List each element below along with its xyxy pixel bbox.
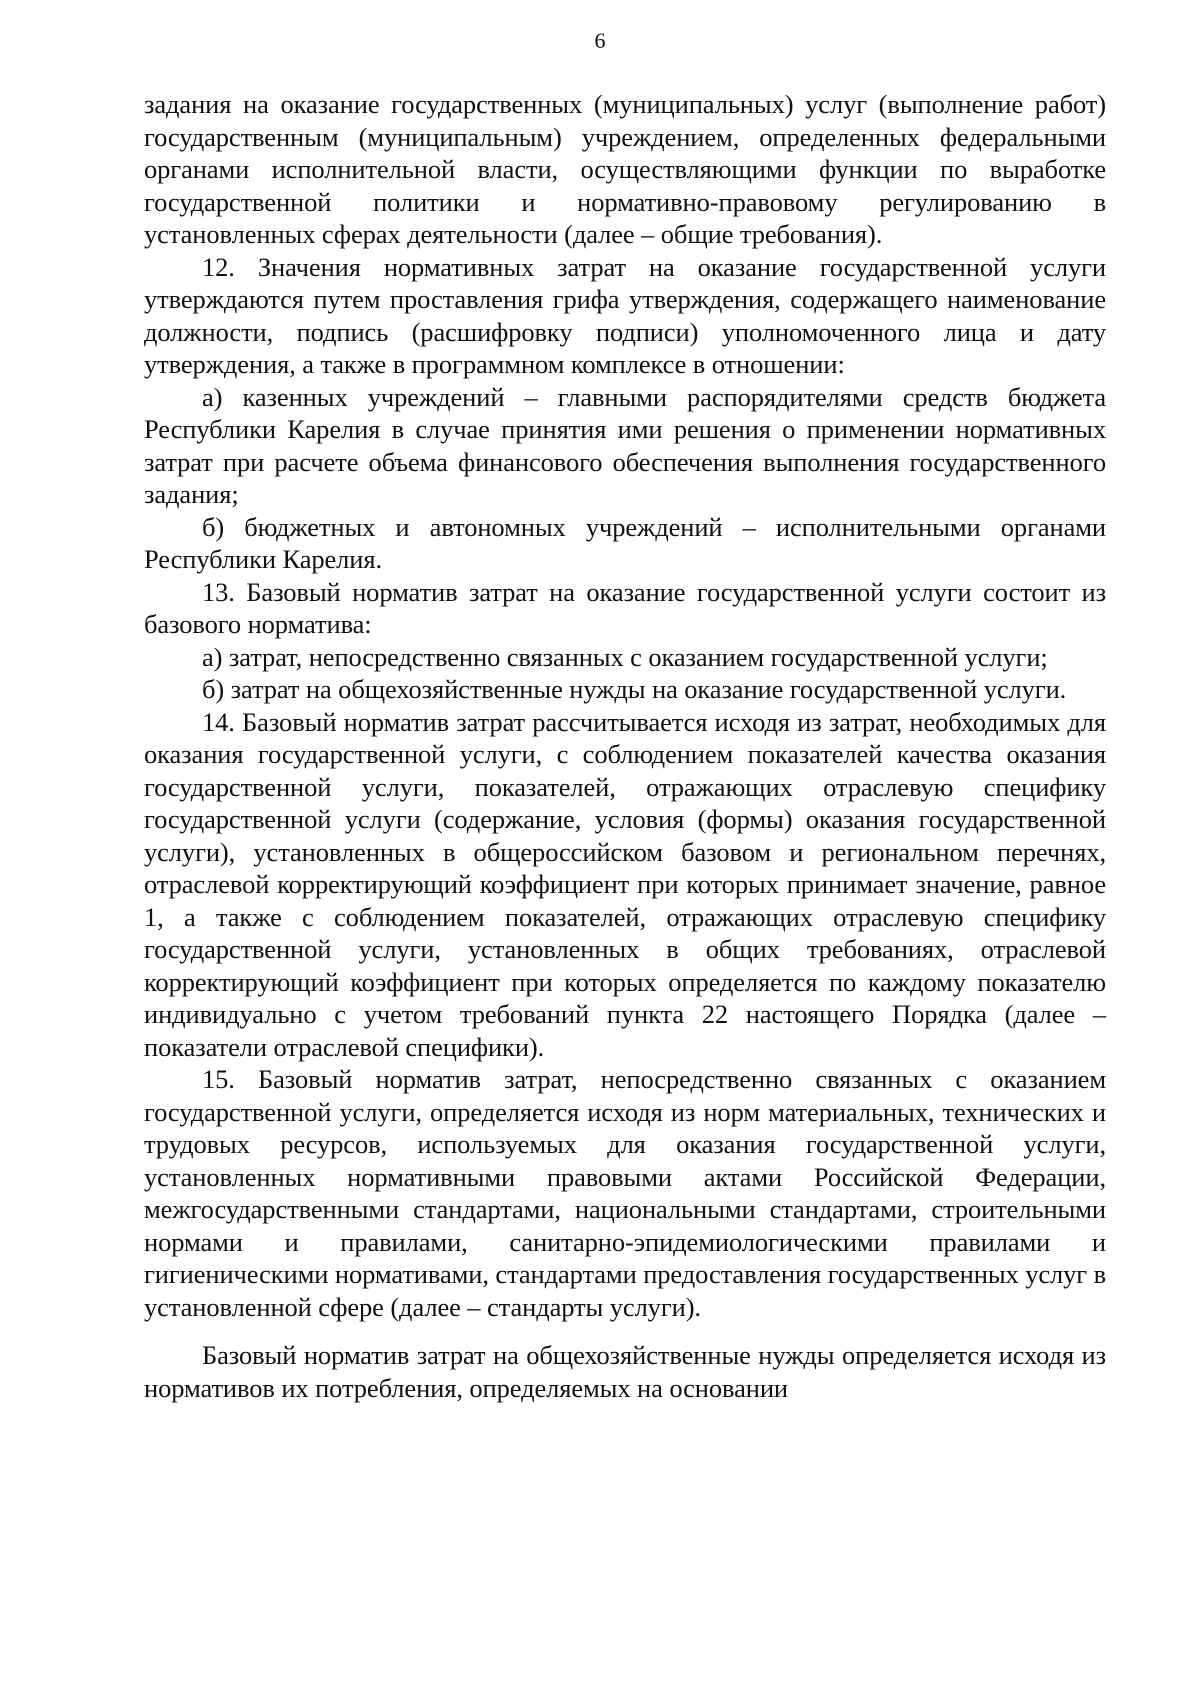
- paragraph-15: 15. Базовый норматив затрат, непосредственно связанных с оказанием государственной услуги, определяется исходя из норм материальных, технических и трудовых ресурсов, используемых для оказания государственной услуги, установленных нормативными правовыми актами Российской Федерации, межгосударственными стандартами, национальными стандартами, строительными нормами и правилами, санитарно-эпидемиологическими правилами и гигиеническими нормативами, стандартами предоставления государственных услуг в установленной сфере (далее – стандарты услуги).: [144, 1064, 1106, 1322]
- paragraph-15-continued: Базовый норматив затрат на общехозяйственные нужды определяется исходя из нормативов их потребления, определяемых на основании: [144, 1340, 1106, 1403]
- paragraph-13: 13. Базовый норматив затрат на оказание государственной услуги состоит из базового норматива:: [144, 576, 1106, 639]
- paragraph-14: 14. Базовый норматив затрат рассчитывается исходя из затрат, необходимых для оказания государственной услуги, с соблюдением показателей качества оказания государственной услуги, показателей, отражающих отраслевую специфику государственной услуги (содержание, условия (формы) оказания государственной услуги), установленных в общероссийском базовом и региональном перечнях, отраслевой корректирующий коэффициент при которых принимает значение, равное 1, а также с соблюдением показателей, отражающих отраслевую специфику государственной услуги, установленных в общих требованиях, отраслевой корректирующий коэффициент при которых определяется по каждому показателю индивидуально с учетом требований пункта 22 настоящего Порядка (далее – показатели отраслевой специфики).: [144, 706, 1106, 1062]
- paragraph-13-a: а) затрат, непосредственно связанных с оказанием государственной услуги;: [202, 641, 1048, 672]
- paragraph-12: 12. Значения нормативных затрат на оказание государственной услуги утверждаются путем проставления грифа утверждения, содержащего наименование должности, подпись (расшифровку подписи) уполномоченного лица и дату утверждения, а также в программном комплексе в отношении:: [144, 251, 1106, 379]
- paragraph-continuation: задания на оказание государственных (муниципальных) услуг (выполнение работ) государственным (муниципальным) учреждением, определенных федеральными органами исполнительной власти, осуществляющими функции по выработке государственной политики и нормативно-правовому регулированию в установленных сферах деятельности (далее – общие требования).: [144, 89, 1106, 249]
- paragraph-12-b: б) бюджетных и автономных учреждений – исполнительными органами Республики Карелия.: [144, 511, 1106, 574]
- document-body: [144, 88, 1106, 1404]
- page-number: 6: [594, 28, 606, 53]
- paragraph-13-b: б) затрат на общехозяйственные нужды на оказание государственной услуги.: [202, 674, 1067, 704]
- paragraph-12-a: а) казенных учреждений – главными распорядителями средств бюджета Республики Карелия в случае принятия ими решения о применении нормативных затрат при расчете объема финансового обеспечения выполнения государственного задания;: [144, 381, 1106, 509]
